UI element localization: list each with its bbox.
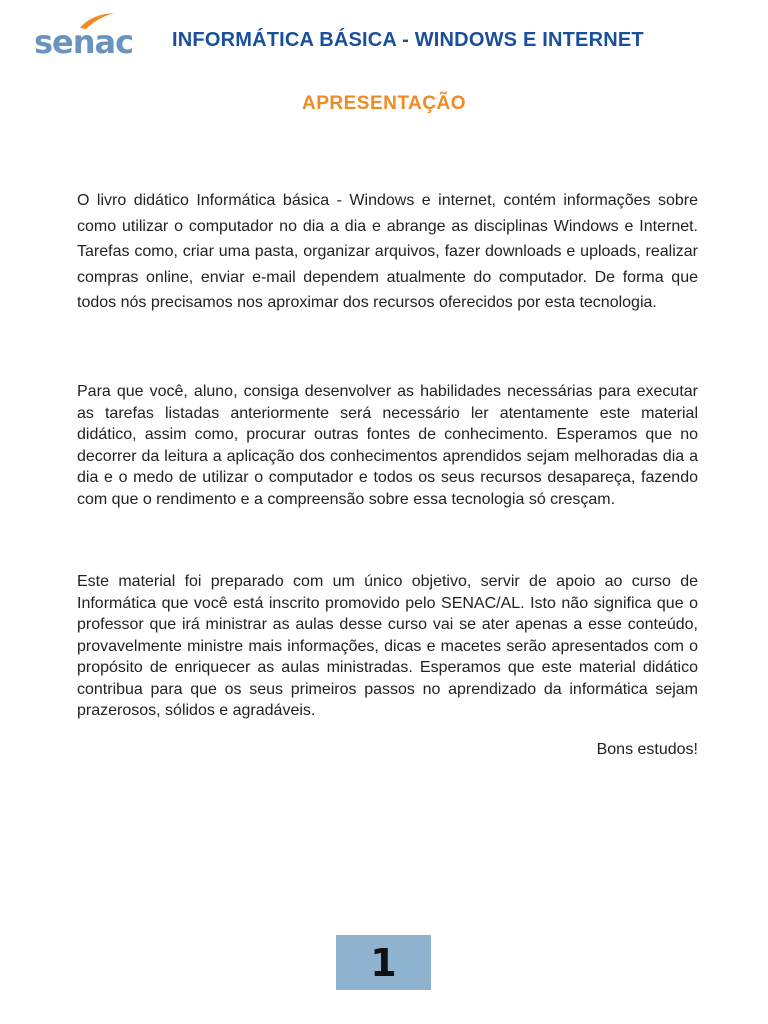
- paragraph-2: Para que você, aluno, consiga desenvolver as habilidades necessárias para executar as tarefas listadas anteriormente será necessário ler atentamente este material didático, assim como, procurar outras fontes de conhecimento. Esperamos que no decorrer da leitura a aplicação dos conhecimentos aprendidos sejam melhoradas dia a dia e o medo de utilizar o computador e todos os seus recursos desapareça, fazendo com que o rendimento e a compreensão sobre essa tecnologia só cresçam.: [77, 383, 698, 508]
- page-number: 1: [370, 940, 397, 985]
- page-number-box: [336, 935, 431, 990]
- paragraph-1: O livro didático Informática básica - Windows e internet, contém informações sobre como utilizar o computador no dia a dia e abrange as disciplinas Windows e Internet. Tarefas como, criar uma pasta, organizar arquivos, fazer downloads e uploads, realizar compras online, enviar e-mail dependem atualmente do computador. De forma que todos nós precisamos nos aproximar dos recursos oferecidos por esta tecnologia.: [77, 192, 698, 312]
- senac-logo: [34, 12, 140, 61]
- logo-text: senac: [34, 23, 134, 61]
- closing-text: Bons estudos!: [596, 741, 698, 758]
- paragraph-3: Este material foi preparado com um único objetivo, servir de apoio ao curso de Informática que você está inscrito promovido pelo SENAC/AL. Isto não significa que o professor que irá ministrar as aulas desse curso vai se ater apenas a esse conteúdo, provavelmente ministre mais informações, dicas e macetes serão apresentados com o propósito de enriquecer as aulas ministradas. Esperamos que este material didático contribua para que os seus primeiros passos no aprendizado da informática sejam prazerosos, sólidos e agradáveis.: [77, 573, 698, 719]
- document-header-title: INFORMÁTICA BÁSICA - WINDOWS E INTERNET: [172, 29, 644, 51]
- section-title: APRESENTAÇÃO: [302, 93, 466, 114]
